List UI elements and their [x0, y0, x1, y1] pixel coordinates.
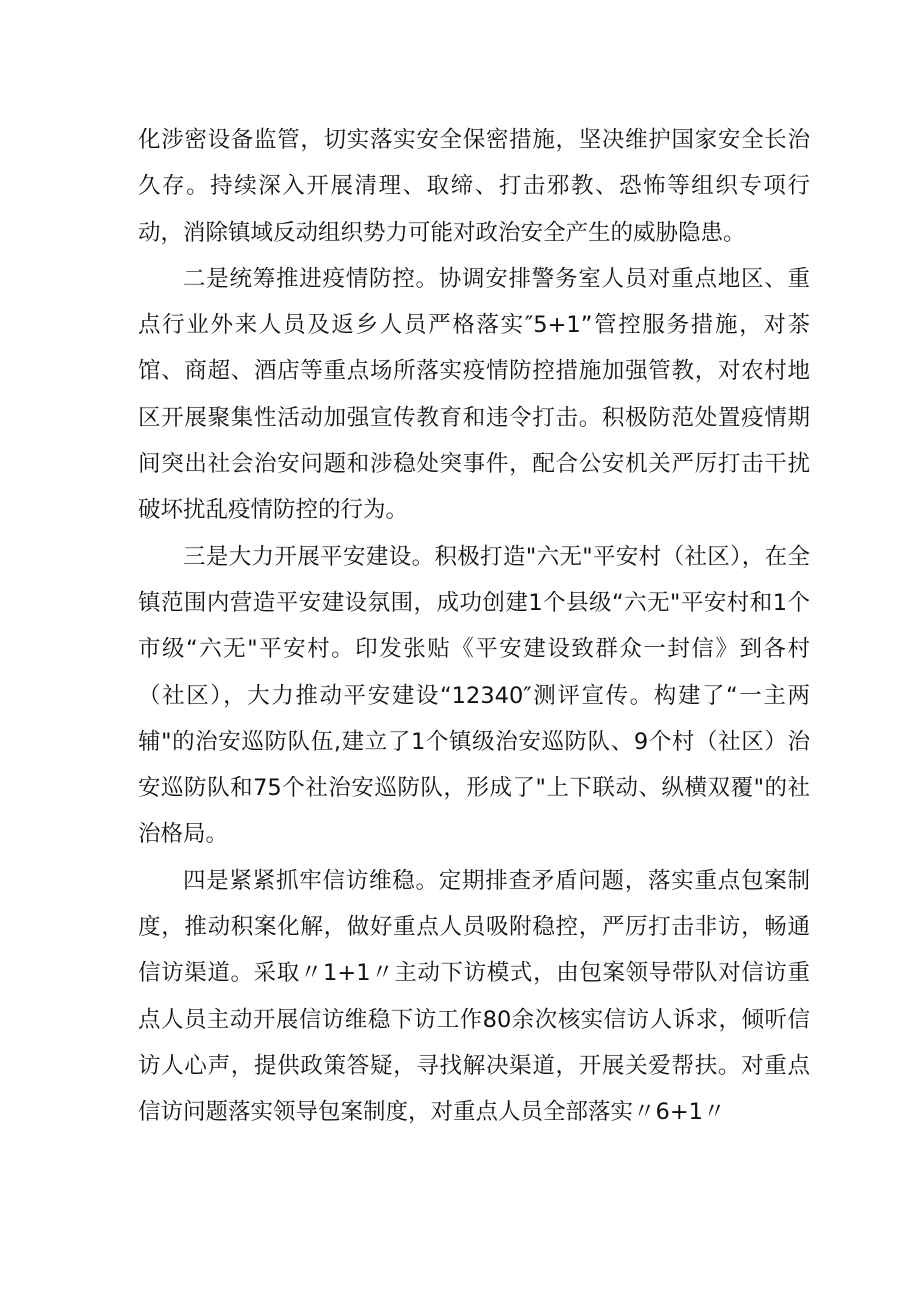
paragraph-political-security: 化涉密设备监管，切实落实安全保密措施，坚决维护国家安全长治久存。持续深入开展清理、取缔、打击邪教、恐怖等组织专项行动，消除镇域反动组织势力可能对政治安全产生的威胁隐患。 [138, 127, 810, 246]
paragraph-petition-stability: 四是紧紧抓牢信访维稳。定期排查矛盾问题，落实重点包案制度，推动积案化解，做好重点人员吸附稳控，严厉打击非访，畅通信访渠道。采取〃1+1〃主动下访模式，由包案领导带队对信访重点人员主动开展信访维稳下访工作80余次核实信访人诉求，倾听信访人心声，提供政策答疑，寻找解决渠道，开展关爱帮扶。对重点信访问题落实领导包案制度，对重点人员全部落实〃6+1〃 [138, 867, 810, 1126]
paragraph-safety-construction: 三是大力开展平安建设。积极打造"六无"平安村（社区），在全镇范围内营造平安建设氛围，成功创建1个县级“六无"平安村和1个市级“六无"平安村。印发张贴《平安建设致群众一封信》到各村（社区），大力推动平安建设“12340″测评宣传。构建了“一主两辅"的治安巡防队伍,建立了1个镇级治安巡防队、9个村（社区）治安巡防队和75个社治安巡防队，形成了"上下联动、纵横双覆"的社治格局。 [138, 543, 810, 848]
paragraph-epidemic-control: 二是统筹推进疫情防控。协调安排警务室人员对重点地区、重点行业外来人员及返乡人员严格落实″5+1”管控服务措施，对茶馆、商超、酒店等重点场所落实疫情防控措施加强管教，对农村地区开展聚集性活动加强宣传教育和违令打击。积极防范处置疫情期间突出社会治安问题和涉稳处突事件，配合公安机关严厉打击干扰破坏扰乱疫情防控的行为。 [138, 265, 810, 524]
document-body [138, 117, 810, 1136]
